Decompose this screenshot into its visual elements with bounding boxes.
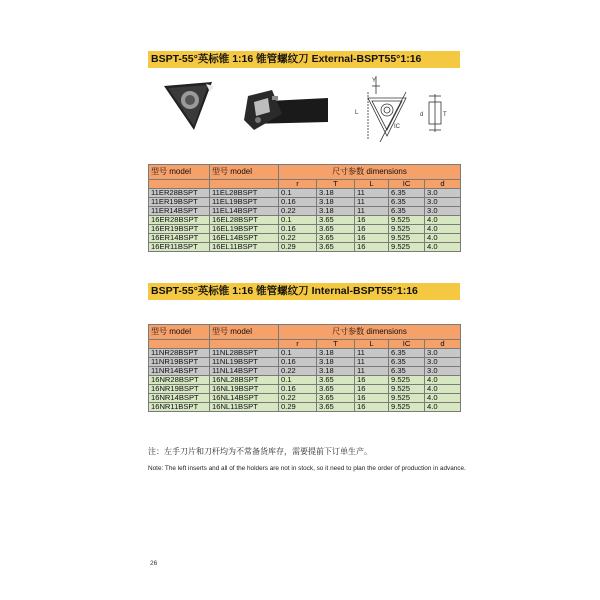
subheader-blank xyxy=(149,340,210,349)
table-cell: 3.65 xyxy=(317,403,355,412)
table-cell: 0.22 xyxy=(279,367,317,376)
table-cell: 11ER14BSPT xyxy=(149,207,210,216)
holder-photo xyxy=(244,90,328,130)
tool-images xyxy=(150,72,460,150)
table-cell: 9.525 xyxy=(389,243,425,252)
table-row xyxy=(149,234,461,243)
table-cell: 16NL14BSPT xyxy=(210,394,279,403)
table-cell: 16 xyxy=(355,403,389,412)
subheader-d: d xyxy=(425,340,461,349)
table-cell: 9.525 xyxy=(389,225,425,234)
table-row xyxy=(149,216,461,225)
table-cell: 4.0 xyxy=(425,225,461,234)
table-cell: 4.0 xyxy=(425,243,461,252)
table-cell: 6.35 xyxy=(389,367,425,376)
table-row xyxy=(149,189,461,198)
table-cell: 16ER19BSPT xyxy=(149,225,210,234)
table-cell: 16NL19BSPT xyxy=(210,385,279,394)
subheader-t: T xyxy=(317,340,355,349)
table-cell: 3.65 xyxy=(317,216,355,225)
header-dimensions: 尺寸参数 dimensions xyxy=(279,325,461,340)
note-english: Note: The left inserts and all of the holders are not in stock, so it need to plan the order of production in advance. xyxy=(148,465,466,472)
table-cell: 0.1 xyxy=(279,216,317,225)
table-cell: 11NR28BSPT xyxy=(149,349,210,358)
table-cell: 0.16 xyxy=(279,225,317,234)
table-cell: 3.18 xyxy=(317,367,355,376)
table-cell: 3.65 xyxy=(317,394,355,403)
table-cell: 11EL28BSPT xyxy=(210,189,279,198)
table-cell: 3.0 xyxy=(425,198,461,207)
table-row xyxy=(149,225,461,234)
external-spec-table xyxy=(148,164,461,252)
table-cell: 16NL28BSPT xyxy=(210,376,279,385)
table-cell: 0.29 xyxy=(279,243,317,252)
table-row xyxy=(149,358,461,367)
table-cell: 0.16 xyxy=(279,385,317,394)
table-cell: 16 xyxy=(355,243,389,252)
table-cell: 11 xyxy=(355,367,389,376)
subheader-l: L xyxy=(355,180,389,189)
table-cell: 11EL19BSPT xyxy=(210,198,279,207)
table-cell: 3.65 xyxy=(317,376,355,385)
table-cell: 16EL28BSPT xyxy=(210,216,279,225)
subheader-blank xyxy=(210,180,279,189)
table-cell: 4.0 xyxy=(425,216,461,225)
table-cell: 11 xyxy=(355,349,389,358)
label-y: Y xyxy=(372,78,377,84)
table-cell: 6.35 xyxy=(389,358,425,367)
table-cell: 9.525 xyxy=(389,234,425,243)
table-cell: 16NR19BSPT xyxy=(149,385,210,394)
table-cell: 3.0 xyxy=(425,367,461,376)
table-cell: 16 xyxy=(355,216,389,225)
table-cell: 11ER19BSPT xyxy=(149,198,210,207)
table-cell: 9.525 xyxy=(389,385,425,394)
subheader-l: L xyxy=(355,340,389,349)
table-cell: 0.1 xyxy=(279,349,317,358)
table-cell: 3.65 xyxy=(317,234,355,243)
table-cell: 16 xyxy=(355,225,389,234)
label-t: T xyxy=(443,112,447,118)
table-cell: 3.18 xyxy=(317,189,355,198)
insert-diagram xyxy=(368,76,441,142)
table-cell: 3.65 xyxy=(317,225,355,234)
table-cell: 16 xyxy=(355,234,389,243)
header-model-left: 型号 model xyxy=(210,165,279,180)
table-cell: 16 xyxy=(355,394,389,403)
table-cell: 16NR11BSPT xyxy=(149,403,210,412)
table-cell: 11 xyxy=(355,207,389,216)
table-cell: 16ER11BSPT xyxy=(149,243,210,252)
insert-photo xyxy=(164,82,214,130)
header-model-left: 型号 model xyxy=(210,325,279,340)
table-cell: 11NL14BSPT xyxy=(210,367,279,376)
table-cell: 11ER28BSPT xyxy=(149,189,210,198)
table-cell: 11EL14BSPT xyxy=(210,207,279,216)
table-cell: 3.0 xyxy=(425,189,461,198)
table-cell: 16 xyxy=(355,385,389,394)
label-l: L xyxy=(355,110,359,116)
table-cell: 0.1 xyxy=(279,376,317,385)
label-ic: IC xyxy=(394,124,400,130)
table-cell: 16EL19BSPT xyxy=(210,225,279,234)
table-cell: 16EL11BSPT xyxy=(210,243,279,252)
table-cell: 4.0 xyxy=(425,376,461,385)
table-cell: 11 xyxy=(355,189,389,198)
table-cell: 6.35 xyxy=(389,189,425,198)
table-cell: 3.65 xyxy=(317,243,355,252)
table-cell: 3.18 xyxy=(317,349,355,358)
table-row xyxy=(149,349,461,358)
table-row xyxy=(149,243,461,252)
table-cell: 9.525 xyxy=(389,376,425,385)
subheader-blank xyxy=(210,340,279,349)
table-cell: 6.35 xyxy=(389,198,425,207)
table-cell: 16NL11BSPT xyxy=(210,403,279,412)
table-cell: 4.0 xyxy=(425,394,461,403)
table-cell: 0.1 xyxy=(279,189,317,198)
table-cell: 16NR14BSPT xyxy=(149,394,210,403)
table-cell: 0.22 xyxy=(279,394,317,403)
table-cell: 11 xyxy=(355,198,389,207)
subheader-ic: IC xyxy=(389,180,425,189)
table-cell: 11 xyxy=(355,358,389,367)
subheader-t: T xyxy=(317,180,355,189)
table-row xyxy=(149,385,461,394)
table-row xyxy=(149,376,461,385)
table-cell: 3.0 xyxy=(425,358,461,367)
table-cell: 16 xyxy=(355,376,389,385)
table-cell: 3.0 xyxy=(425,349,461,358)
external-section-title: BSPT-55°英标锥 1:16 锥管螺纹刀 External-BSPT55°1:16 xyxy=(148,51,460,68)
table-cell: 3.18 xyxy=(317,207,355,216)
subheader-ic: IC xyxy=(389,340,425,349)
internal-section-title: BSPT-55°英标锥 1:16 锥管螺纹刀 Internal-BSPT55°1:16 xyxy=(148,283,460,300)
table-cell: 16EL14BSPT xyxy=(210,234,279,243)
table-cell: 3.65 xyxy=(317,385,355,394)
table-cell: 11NR14BSPT xyxy=(149,367,210,376)
subheader-blank xyxy=(149,180,210,189)
table-cell: 9.525 xyxy=(389,403,425,412)
header-model-right: 型号 model xyxy=(149,165,210,180)
table-cell: 0.22 xyxy=(279,234,317,243)
table-cell: 4.0 xyxy=(425,385,461,394)
header-dimensions: 尺寸参数 dimensions xyxy=(279,165,461,180)
internal-spec-table xyxy=(148,324,461,412)
table-row xyxy=(149,367,461,376)
note-chinese: 注：左手刀片和刀杆均为不常备货库存，需要提前下订单生产。 xyxy=(148,447,372,456)
table-row xyxy=(149,394,461,403)
header-model-right: 型号 model xyxy=(149,325,210,340)
table-cell: 9.525 xyxy=(389,394,425,403)
subheader-d: d xyxy=(425,180,461,189)
label-d: d xyxy=(420,112,424,118)
table-cell: 3.18 xyxy=(317,198,355,207)
table-cell: 6.35 xyxy=(389,349,425,358)
table-row xyxy=(149,207,461,216)
table-row xyxy=(149,403,461,412)
table-cell: 0.16 xyxy=(279,198,317,207)
table-cell: 3.0 xyxy=(425,207,461,216)
table-cell: 4.0 xyxy=(425,403,461,412)
table-cell: 9.525 xyxy=(389,216,425,225)
table-cell: 0.29 xyxy=(279,403,317,412)
table-row xyxy=(149,198,461,207)
page-number: 26 xyxy=(150,560,158,567)
table-cell: 11NR19BSPT xyxy=(149,358,210,367)
table-cell: 11NL28BSPT xyxy=(210,349,279,358)
table-cell: 0.22 xyxy=(279,207,317,216)
table-cell: 0.16 xyxy=(279,358,317,367)
subheader-r: r xyxy=(279,180,317,189)
table-cell: 11NL19BSPT xyxy=(210,358,279,367)
table-cell: 16ER28BSPT xyxy=(149,216,210,225)
table-cell: 3.18 xyxy=(317,358,355,367)
table-cell: 16ER14BSPT xyxy=(149,234,210,243)
table-cell: 6.35 xyxy=(389,207,425,216)
table-cell: 4.0 xyxy=(425,234,461,243)
subheader-r: r xyxy=(279,340,317,349)
table-cell: 16NR28BSPT xyxy=(149,376,210,385)
